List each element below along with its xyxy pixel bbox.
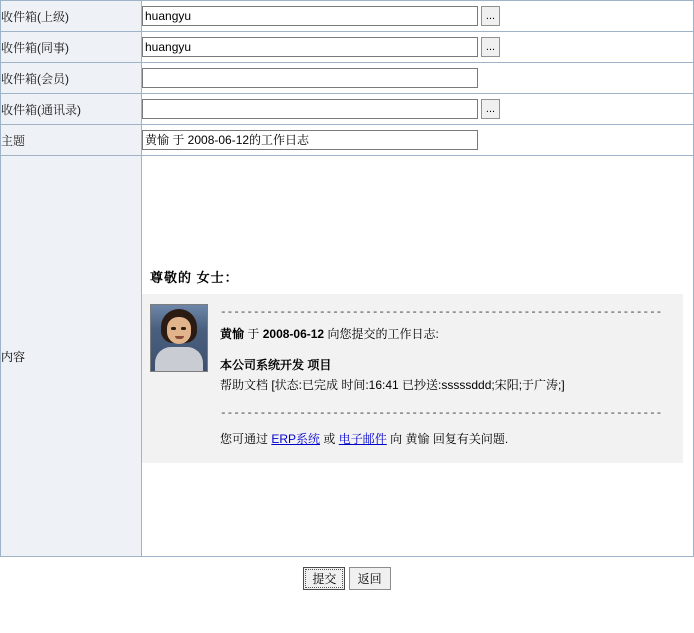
mail-reply-name: 黄愉 (405, 431, 430, 446)
input-group-recipient-member (142, 68, 693, 88)
label-recipient-addressbook: 收件箱(通讯录) (1, 94, 142, 125)
mail-divider: ------------------------------------------------------------------- (220, 306, 663, 319)
browse-button-recipient-colleague[interactable]: ... (481, 37, 500, 57)
field-recipient-addressbook (142, 94, 694, 125)
field-content (142, 156, 694, 557)
mail-reply-mid: 向 (390, 431, 403, 446)
label-recipient-member: 收件箱(会员) (1, 63, 142, 94)
form-row-subject (1, 125, 694, 156)
mail-reply-or: 或 (323, 431, 336, 446)
mail-body-box (142, 294, 683, 463)
input-group-subject (142, 130, 693, 150)
form-row-recipient-member (1, 63, 694, 94)
field-subject (142, 125, 694, 156)
input-recipient-colleague[interactable] (142, 37, 478, 57)
link-email[interactable]: 电子邮件 (338, 431, 387, 446)
input-recipient-member[interactable] (142, 68, 478, 88)
submit-button[interactable]: 提交 (303, 567, 345, 590)
form-row-recipient-colleague (1, 32, 694, 63)
input-subject[interactable] (142, 130, 478, 150)
mail-preview (142, 250, 693, 463)
label-recipient-colleague: 收件箱(同事) (1, 32, 142, 63)
field-recipient-member (142, 63, 694, 94)
input-recipient-superior[interactable] (142, 6, 478, 26)
mail-submit-line (220, 323, 671, 344)
form-footer (0, 557, 694, 590)
mail-date: 2008-06-12 (262, 326, 325, 341)
label-subject: 主题 (1, 125, 142, 156)
field-recipient-superior (142, 1, 694, 32)
mail-line-prefix: 于 (247, 326, 260, 341)
mail-project: 本公司系统开发 项目 (220, 357, 332, 372)
mail-text (220, 304, 671, 449)
photo-face (167, 317, 191, 344)
sender-photo (150, 304, 208, 372)
photo-body (155, 347, 203, 371)
mail-doc-status: 帮助文档 [状态:已完成 时间:16:41 已抄送:sssssddd;宋阳;于广涛;] (220, 377, 565, 392)
mail-reply-pre: 您可通过 (220, 431, 269, 446)
photo-eye-right (181, 327, 186, 330)
browse-button-recipient-superior[interactable]: ... (481, 6, 500, 26)
input-group-recipient-addressbook (142, 99, 693, 119)
input-group-recipient-colleague (142, 37, 693, 57)
link-erp-system[interactable]: ERP系统 (271, 431, 321, 446)
browse-button-recipient-addressbook[interactable]: ... (481, 99, 500, 119)
form-row-content (1, 156, 694, 557)
label-content: 内容 (1, 156, 142, 557)
mail-greeting: 尊敬的 女士： (150, 269, 239, 285)
input-recipient-addressbook[interactable] (142, 99, 478, 119)
mail-sender-name: 黄愉 (220, 326, 245, 341)
form-row-recipient-addressbook (1, 94, 694, 125)
photo-mouth (175, 336, 184, 339)
mail-reply-end: 回复有关问题. (432, 431, 509, 446)
mail-line-suffix: 向您提交的工作日志: (327, 326, 439, 341)
photo-eye-left (171, 327, 176, 330)
mail-divider-bottom: ------------------------------------------------------------------- (220, 407, 663, 420)
field-recipient-colleague (142, 32, 694, 63)
input-group-recipient-superior (142, 6, 693, 26)
back-button[interactable]: 返回 (349, 567, 391, 590)
mail-reply-line (220, 424, 671, 449)
label-recipient-superior: 收件箱(上级) (1, 1, 142, 32)
form-row-recipient-superior (1, 1, 694, 32)
